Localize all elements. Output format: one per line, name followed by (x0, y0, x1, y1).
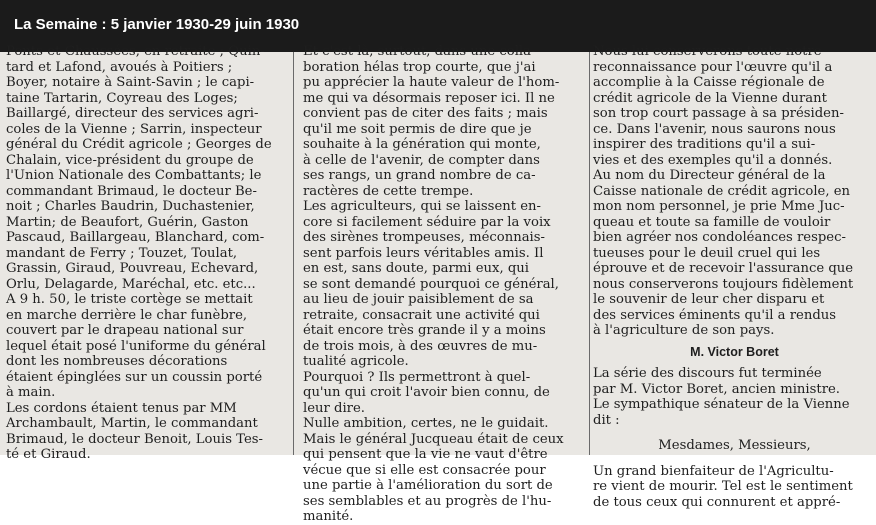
text-line: Martin; de Beaufort, Guérin, Gaston (6, 214, 249, 230)
text-line: té et Giraud. (6, 447, 91, 462)
text-line: La série des discours fut terminée (593, 366, 822, 381)
text-line: souhaite à la génération qui monte, (303, 137, 541, 152)
text-line: retraite, consacrait une activité qui (303, 307, 540, 323)
text-line: me qui va désormais reposer ici. Il ne (303, 90, 555, 106)
text-line: de trois mois, à des œuvres de mu- (303, 338, 538, 354)
text-line: tualité agricole. (303, 354, 409, 369)
text-line: reconnaissance pour l'œuvre qu'il a (593, 59, 833, 75)
text-line: A 9 h. 50, le triste cortège se mettait (6, 292, 253, 307)
text-line: Orlu, Delagarde, Maréchal, etc. etc... (6, 276, 256, 292)
text-line: core si facilement séduire par la voix (303, 214, 551, 230)
text-line: au lieu de jouir paisiblement de sa (303, 292, 534, 307)
text-line: tueuses pour le deuil cruel qui les (593, 245, 821, 261)
text-line: lequel était posé l'uniforme du général (6, 338, 266, 354)
text-line: Pascaud, Baillargeau, Blanchard, com- (6, 230, 265, 245)
text-line: accomplie à la Caisse régionale de (593, 75, 825, 90)
text-line: manité. (303, 509, 354, 524)
text-line: Grassin, Giraud, Pouvreau, Echevard, (6, 261, 259, 276)
text-line: de tous ceux qui connurent et appré- (593, 494, 841, 510)
newspaper-scan (0, 44, 876, 524)
text-line: inspirer des traditions qu'il a sui- (593, 137, 816, 152)
text-line: Le sympathique sénateur de la Vienne (593, 397, 850, 412)
text-line: en est, sans doute, parmi eux, qui (303, 261, 529, 276)
text-line: couvert par le drapeau national sur (6, 323, 244, 338)
text-line: Ponts-et-Chaussées, en retraite ; Quin- (6, 44, 265, 59)
text-line: se sont demandé pourquoi ce général, (303, 276, 559, 292)
text-line: vies et des exemples qu'il a donnés. (593, 152, 833, 168)
text-line: éprouve et de recevoir l'assurance que (593, 261, 854, 276)
text-line: mon nom personnel, je prie Mme Juc- (593, 199, 845, 214)
text-line: l'Union Nationale des Combattants; le (6, 168, 262, 183)
text-line: nous conserverons toujours fidèlement (593, 276, 854, 292)
text-line: convient pas de citer des faits ; mais (303, 106, 548, 121)
text-line: Boyer, notaire à Saint-Savin ; le capi- (6, 75, 255, 90)
text-line: des services éminents qu'il a rendus (593, 307, 837, 323)
text-line: commandant Brimaud, le docteur Be- (6, 183, 257, 199)
text-line: une partie à l'amélioration du sort de (303, 478, 553, 493)
column-rule (589, 52, 590, 455)
text-line: Caisse nationale de crédit agricole, en (593, 183, 851, 199)
text-line: crédit agricole de la Vienne durant (593, 90, 827, 106)
salutation: Mesdames, Messieurs, (658, 438, 811, 453)
text-line: leur dire. (303, 400, 365, 416)
column-left (6, 44, 286, 462)
text-line: pu apprécier la haute valeur de l'hom- (303, 75, 560, 90)
text-line: par M. Victor Boret, ancien ministre. (593, 381, 840, 397)
text-line: son trop court passage à sa présiden- (593, 106, 844, 121)
text-line: Brimaud, le docteur Benoit, Louis Tes- (6, 431, 263, 447)
text-line: boration hélas trop courte, que j'ai (303, 59, 536, 75)
text-line: Un grand bienfaiteur de l'Agricultu- (593, 463, 834, 479)
text-line: noit ; Charles Baudrin, Duchastenier, (6, 199, 255, 214)
text-line: dit : (593, 412, 620, 428)
text-line: Archambault, Martin, le commandant (6, 416, 258, 431)
text-line: était encore très grande il y a moins (303, 323, 546, 338)
text-line: ractères de cette trempe. (303, 183, 474, 199)
text-line: Nulle ambition, certes, ne le guidait. (303, 416, 549, 431)
text-line: qui pensent que la vie ne vaut d'être (303, 447, 548, 462)
text-line: Baillargé, directeur des services agri- (6, 106, 259, 121)
section-heading: M. Victor Boret (690, 344, 779, 359)
text-line: Les cordons étaient tenus par MM (6, 400, 237, 416)
text-line: tard et Lafond, avoués à Poitiers ; (6, 59, 233, 75)
text-line: en marche derrière le char funèbre, (6, 307, 248, 323)
text-line: à main. (6, 385, 56, 400)
text-line: le souvenir de leur cher disparu et (593, 292, 825, 307)
text-line: général du Crédit agricole ; Georges de (6, 137, 272, 152)
text-line: Mais le général Jucqueau était de ceux (303, 431, 564, 447)
text-line: ses semblables et au progrès de l'hu- (303, 493, 552, 509)
text-line: bien agréer nos condoléances respec- (593, 230, 846, 245)
text-line: queau et toute sa famille de vouloir (593, 214, 831, 230)
text-line: qu'il me soit permis de dire que je (303, 121, 532, 137)
column-rule (293, 52, 294, 455)
column-right (593, 44, 876, 510)
text-line: mandant de Ferry ; Touzet, Toulat, (6, 245, 238, 261)
text-line: Les agriculteurs, qui se laissent en- (303, 199, 541, 214)
text-line: ses rangs, un grand nombre de ca- (303, 168, 536, 183)
text-line: qu'un qui croit l'avoir bien connu, de (303, 385, 550, 400)
text-line: étaient épinglées sur un coussin porté (6, 369, 263, 385)
column-middle (303, 44, 585, 524)
text-line: ce. Dans l'avenir, nous saurons nous (593, 121, 836, 137)
text-line: vécue que si elle est consacrée pour (303, 462, 546, 478)
text-line: coles de la Vienne ; Sarrin, inspecteur (6, 121, 262, 137)
text-line: re vient de mourir. Tel est le sentiment (593, 479, 853, 494)
text-line: des sirènes trompeuses, méconnais- (303, 230, 545, 245)
text-line: sent parfois leurs véritables amis. Il (303, 245, 544, 261)
text-line: Nous lui conserverons toute notre (593, 44, 822, 59)
text-line: à celle de l'avenir, de compter dans (303, 152, 540, 168)
text-line: Au nom du Directeur général de la (593, 168, 826, 183)
text-line: Chalain, vice-président du groupe de (6, 152, 254, 168)
text-line: taine Tartarin, Coyreau des Loges; (6, 90, 238, 106)
document-title: La Semaine : 5 janvier 1930-29 juin 1930 (14, 16, 300, 33)
text-line: dont les nombreuses décorations (6, 354, 228, 369)
text-line: à l'agriculture de son pays. (593, 323, 775, 338)
text-line: Et c'est là, surtout, dans une colla- (303, 44, 536, 59)
text-line: Pourquoi ? Ils permettront à quel- (303, 369, 531, 385)
